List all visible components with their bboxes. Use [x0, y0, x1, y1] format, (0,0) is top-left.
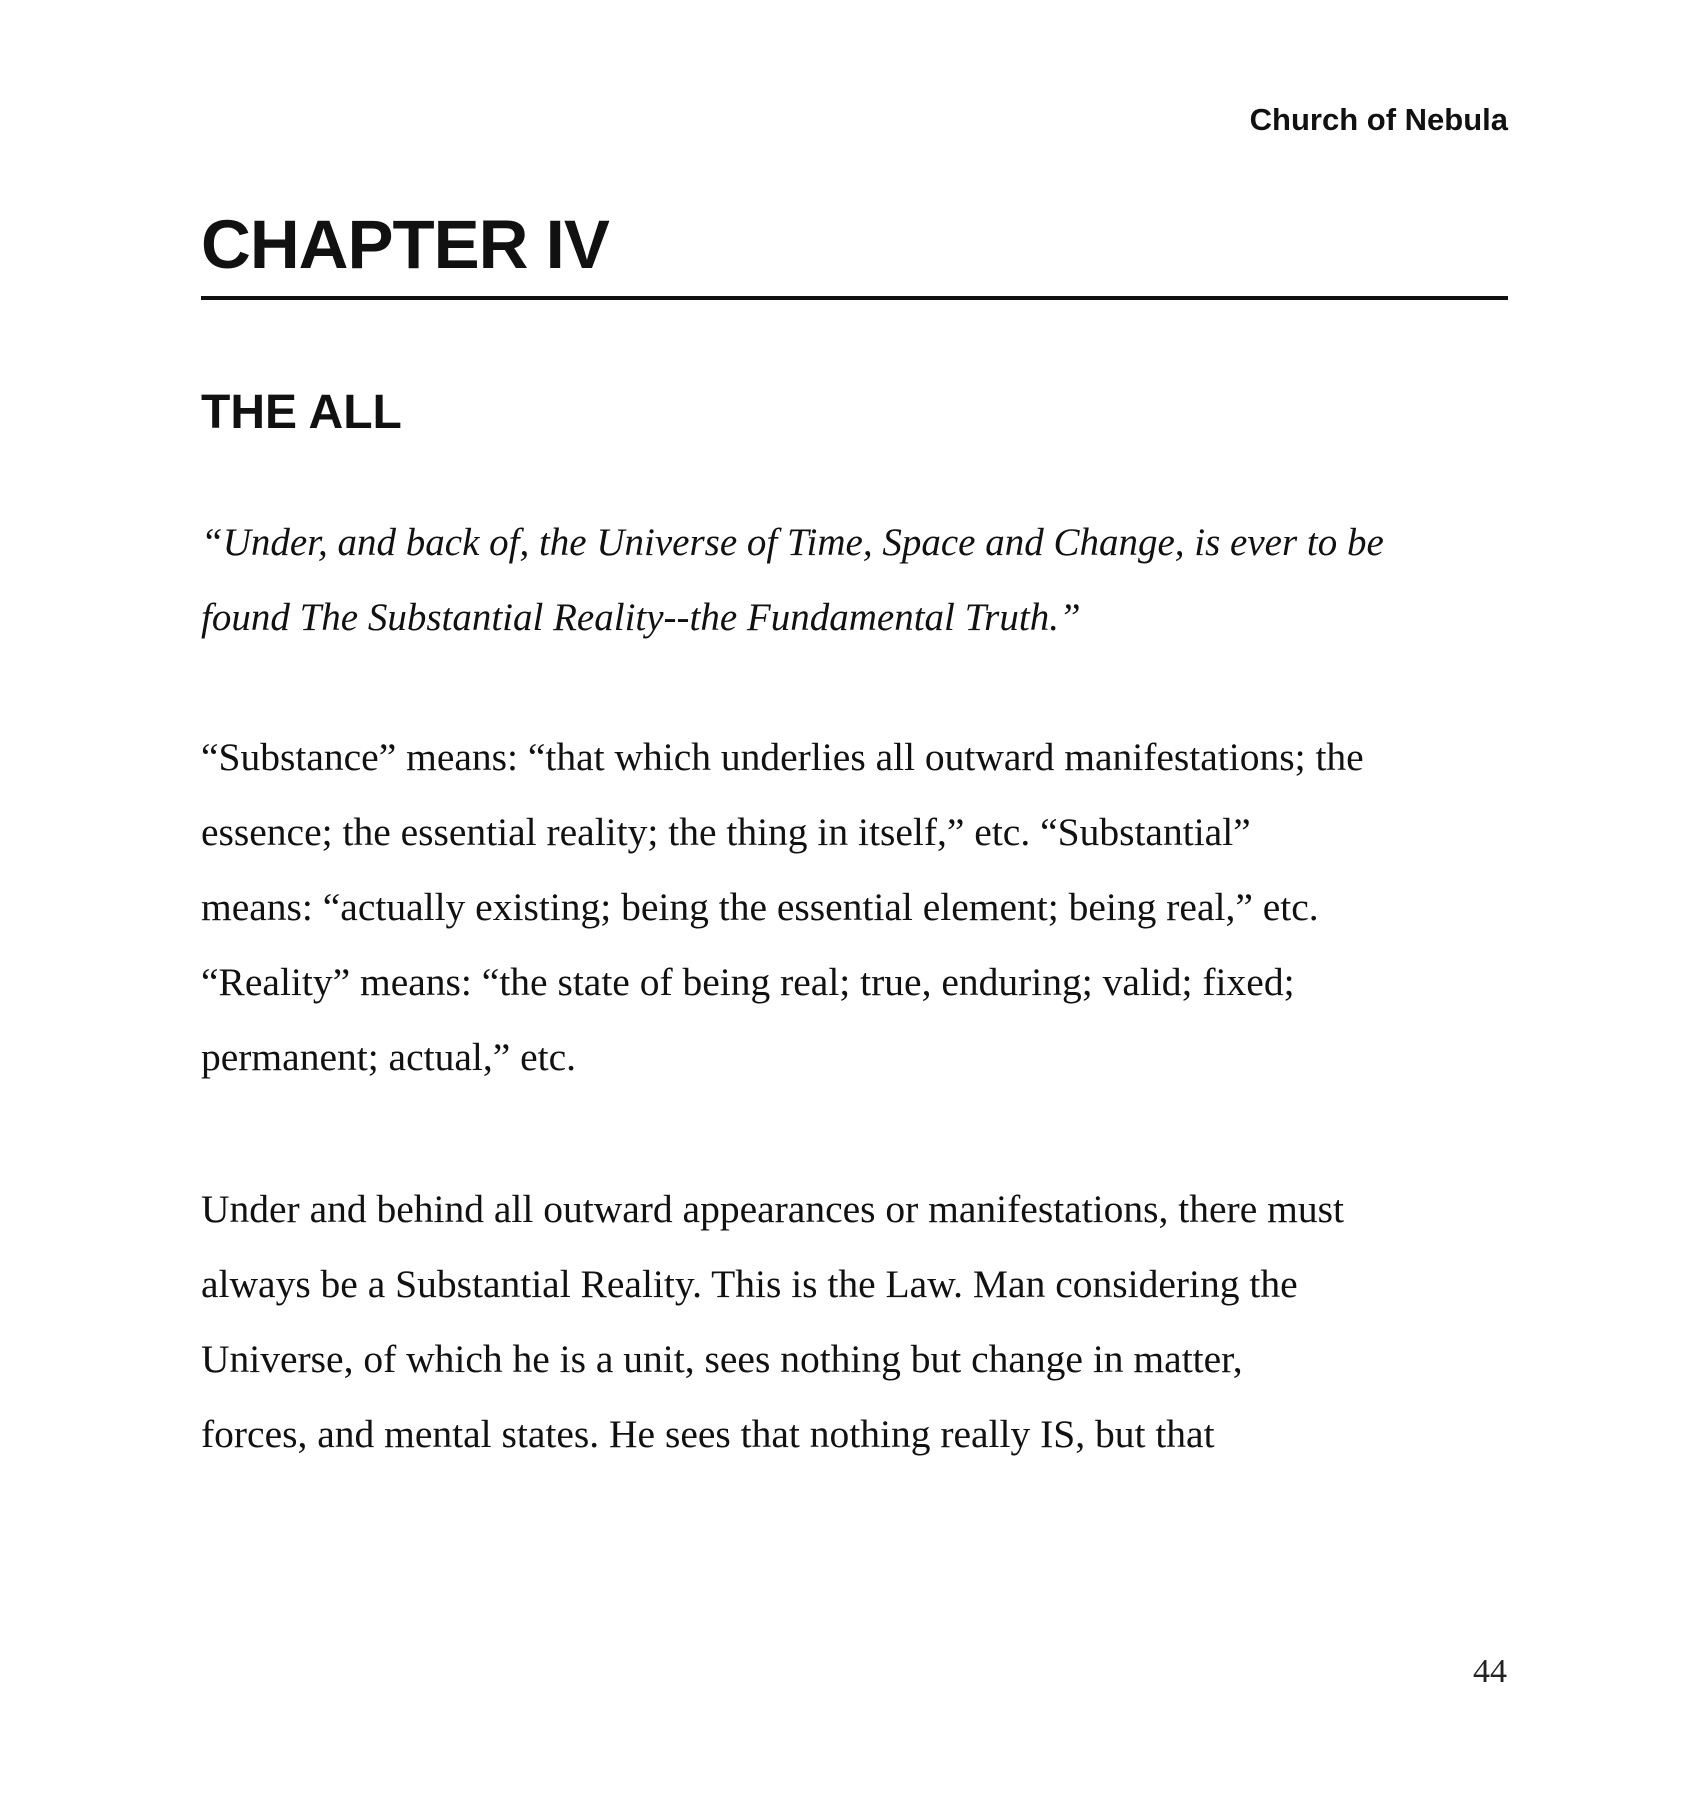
paragraph-line: means: “actually existing; being the essential element; being real,” etc.: [201, 885, 1319, 929]
body-paragraph: [201, 720, 1501, 1095]
chapter-divider: [201, 296, 1508, 300]
body-paragraph: [201, 1172, 1501, 1472]
section-title: THE ALL: [201, 386, 402, 439]
chapter-title: CHAPTER IV: [201, 206, 609, 283]
paragraph-line: Universe, of which he is a unit, sees nothing but change in matter,: [201, 1337, 1243, 1381]
epigraph-line: “Under, and back of, the Universe of Time, Space and Change, is ever to be: [201, 521, 1384, 564]
paragraph-line: permanent; actual,” etc.: [201, 1035, 577, 1079]
running-header: Church of Nebula: [1249, 102, 1508, 137]
paragraph-line: Under and behind all outward appearances or manifestations, there must: [201, 1187, 1344, 1231]
paragraph-line: forces, and mental states. He sees that nothing really IS, but that: [201, 1412, 1215, 1456]
paragraph-line: always be a Substantial Reality. This is the Law. Man considering the: [201, 1262, 1298, 1306]
epigraph-quote: [201, 505, 1501, 655]
paragraph-line: “Reality” means: “the state of being real; true, enduring; valid; fixed;: [201, 960, 1295, 1004]
paragraph-line: essence; the essential reality; the thing in itself,” etc. “Substantial”: [201, 810, 1251, 854]
epigraph-line: found The Substantial Reality--the Fundamental Truth.”: [201, 596, 1081, 639]
paragraph-line: “Substance” means: “that which underlies all outward manifestations; the: [201, 735, 1364, 779]
page-number: 44: [1473, 1653, 1507, 1690]
